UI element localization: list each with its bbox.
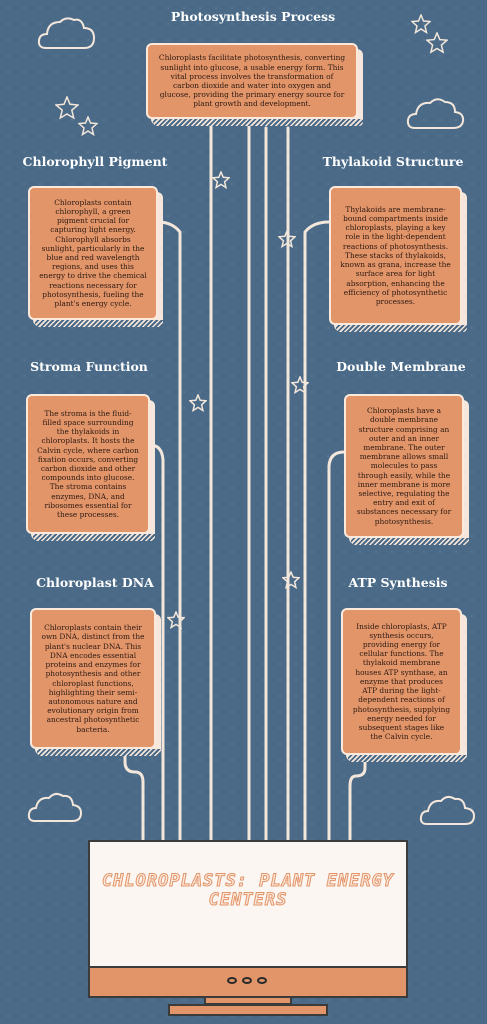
star-icon xyxy=(189,394,207,412)
card-thylakoid xyxy=(329,186,462,325)
text-photosynthesis: Chloroplasts facilitate photosynthesis, converting sunlight into glucose, a usable energy form. This vital process involves the transformation of carbon dioxide and water into oxygen and glucose, providing the primary energy source for plant growth and development. xyxy=(158,53,346,109)
main-title: CHLOROPLASTS: PLANT ENERGY CENTERS xyxy=(101,871,395,910)
card-photosynthesis xyxy=(146,43,358,119)
connector-thylakoid xyxy=(305,222,329,842)
card-chlorophyll xyxy=(28,186,158,320)
heading-thylakoid: Thylakoid Structure xyxy=(322,154,464,169)
monitor-stand xyxy=(168,1004,328,1016)
star-icon xyxy=(78,116,98,136)
connector-chlorophyll xyxy=(158,222,180,842)
monitor-dot xyxy=(242,977,252,984)
heading-membrane: Double Membrane xyxy=(336,359,466,374)
cloud-icon xyxy=(36,14,98,52)
heading-stroma: Stroma Function xyxy=(30,359,148,374)
text-chlorophyll: Chloroplasts contain chlorophyll, a green pigment crucial for capturing light energy. Chlorophyll absorbs sunlight, particularly in the blue and red wavelength regions, and uses this energy to drive the chemical reactions necessary for photosynthesis, fueling the plant's energy cycle. xyxy=(39,197,147,309)
cloud-icon xyxy=(418,793,478,829)
connector-atp xyxy=(350,755,365,842)
card-membrane xyxy=(344,394,464,538)
cloud-icon xyxy=(405,96,467,134)
monitor-dot xyxy=(257,977,267,984)
star-icon xyxy=(291,376,309,394)
star-icon xyxy=(212,171,230,189)
star-icon xyxy=(278,230,296,248)
text-dna: Chloroplasts contain their own DNA, distinct from the plant's nuclear DNA. This DNA encodes essential proteins and enzymes for photosynthesis and other chloroplast functions, highlighting their semi-autonomous nature and evolutionary origin from ancestral photosynthetic bacteria. xyxy=(41,623,145,734)
text-thylakoid: Thylakoids are membrane-bound compartments inside chloroplasts, playing a key role in the light-dependent reactions of photosynthesis. These stacks of thylakoids, known as grana, increase the surface area for light absorption, enhancing the efficiency of photosynthetic processes. xyxy=(340,204,451,306)
heading-photosynthesis: Photosynthesis Process xyxy=(170,9,336,24)
star-icon xyxy=(55,96,79,120)
text-atp: Inside chloroplasts, ATP synthesis occurs, providing energy for cellular functions. The thylakoid membrane houses ATP synthase, an enzyme that produces ATP during the light-dependent reactions of photosynthesis, supplying energy needed for subsequent stages like the Calvin cycle. xyxy=(352,621,451,742)
star-icon xyxy=(426,32,448,54)
text-membrane: Chloroplasts have a double membrane structure comprising an outer and an inner membrane. The outer membrane allows small molecules to pass through easily, while the inner membrane is more selective, regulating the entry and exit of substances necessary for photosynthesis. xyxy=(356,406,452,526)
star-icon xyxy=(282,571,300,589)
card-stroma xyxy=(26,394,150,534)
star-icon xyxy=(167,611,185,629)
heading-atp: ATP Synthesis xyxy=(348,575,448,590)
heading-dna: Chloroplast DNA xyxy=(36,575,154,590)
connector-dna xyxy=(125,749,143,842)
monitor-dot xyxy=(227,977,237,984)
star-icon xyxy=(411,14,431,34)
card-dna xyxy=(30,608,156,749)
text-stroma: The stroma is the fluid-filled space surrounding the thylakoids in chloroplasts. It hosts the Calvin cycle, where carbon fixation occurs, converting carbon dioxide and other compounds into glucose. The stroma contains enzymes, DNA, and ribosomes essential for these processes. xyxy=(37,408,139,520)
heading-chlorophyll: Chlorophyll Pigment xyxy=(22,154,168,169)
cloud-icon xyxy=(26,790,84,826)
card-atp xyxy=(341,608,462,755)
